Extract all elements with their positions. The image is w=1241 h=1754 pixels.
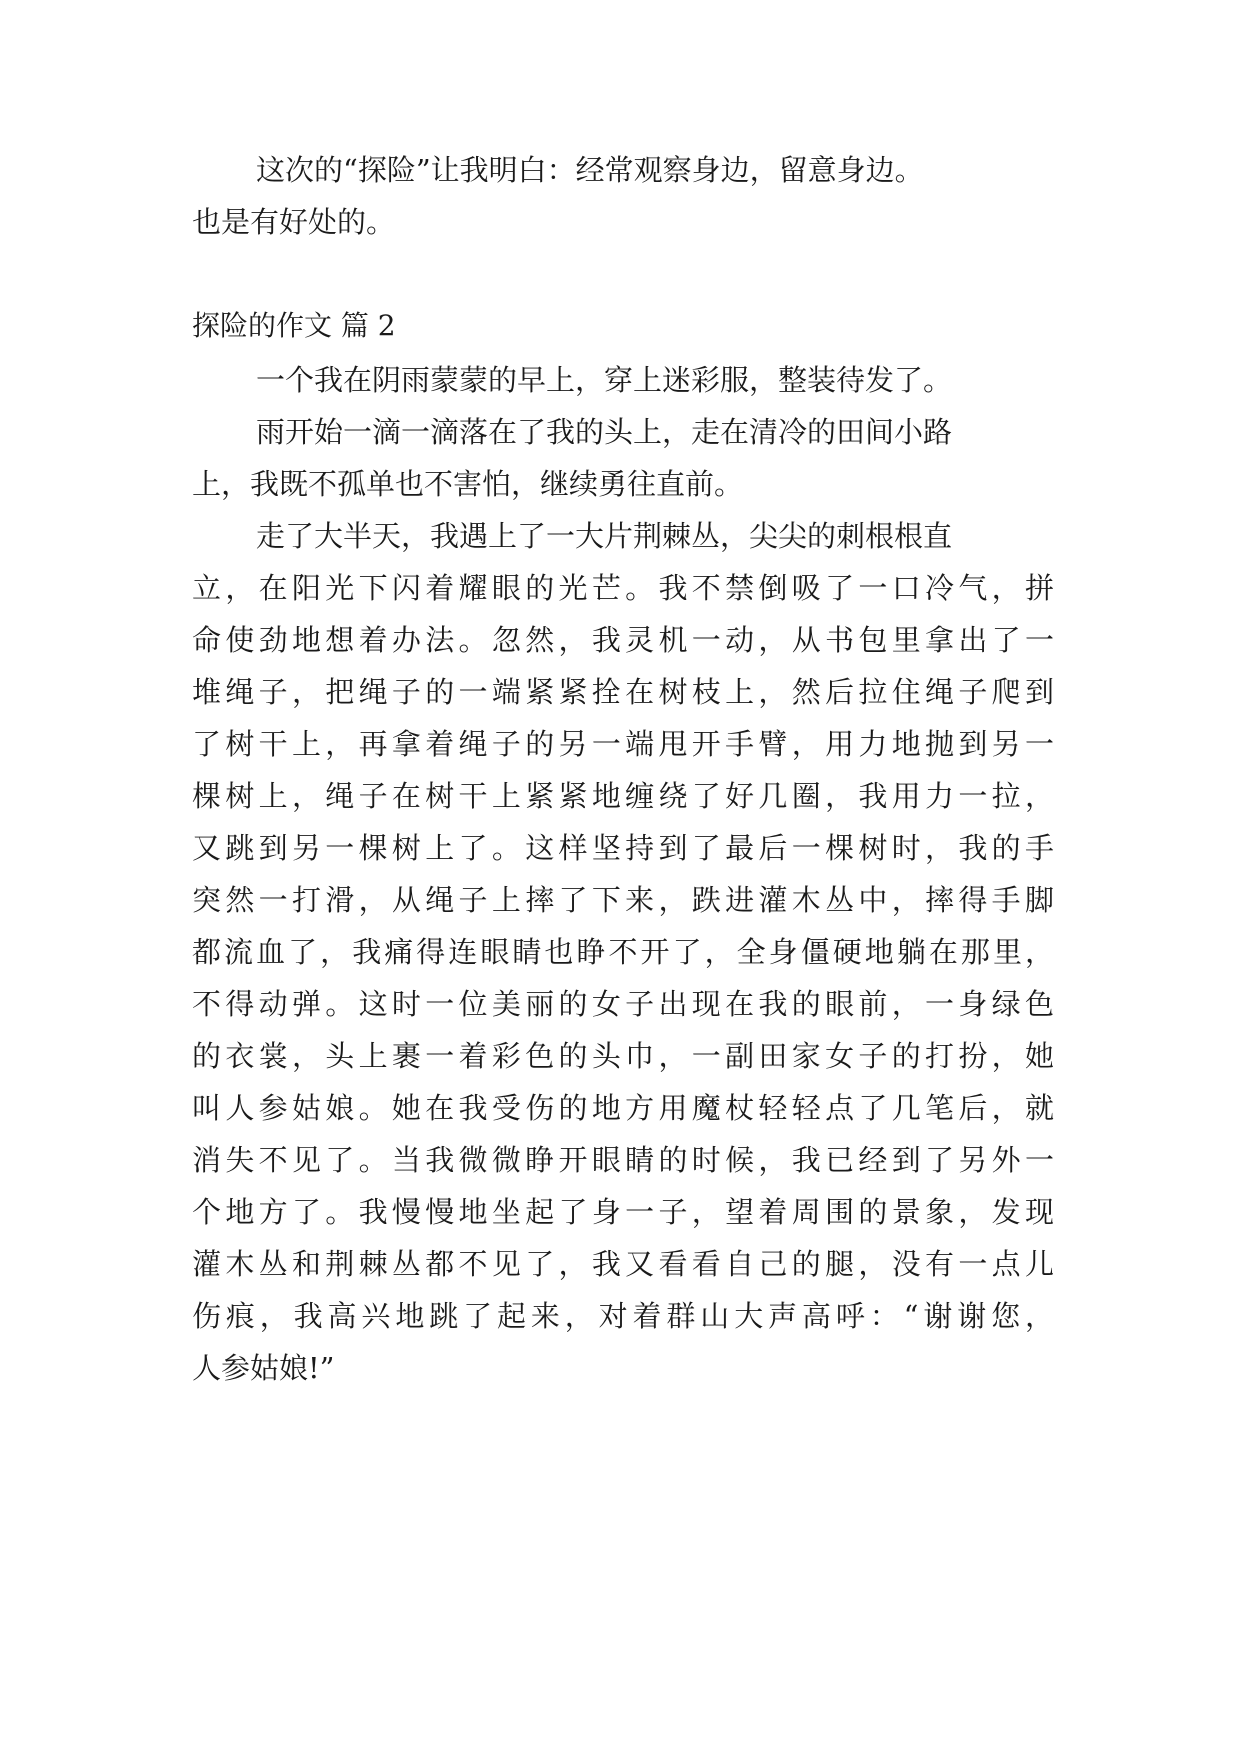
paragraph-line: 个地方了。我慢慢地坐起了身一子，望着周围的景象，发现 xyxy=(192,1195,1054,1229)
paragraph-line: 立，在阳光下闪着耀眼的光芒。我不禁倒吸了一口冷气，拼 xyxy=(192,571,1054,605)
paragraph-line: 堆绳子，把绳子的一端紧紧拴在树枝上，然后拉住绳子爬到 xyxy=(192,675,1054,709)
paragraph-line: 了树干上，再拿着绳子的另一端甩开手臂，用力地抛到另一 xyxy=(192,727,1054,761)
paragraph-line: 雨开始一滴一滴落在了我的头上，走在清冷的田间小路 xyxy=(256,415,953,449)
paragraph-line: 这次的“探险”让我明白：经常观察身边，留意身边。 xyxy=(256,153,924,187)
paragraph-line: 不得动弹。这时一位美丽的女子出现在我的眼前，一身绿色 xyxy=(192,987,1054,1021)
paragraph-line: 一个我在阴雨蒙蒙的早上，穿上迷彩服，整装待发了。 xyxy=(256,363,953,397)
paragraph-line: 叫人参姑娘。她在我受伤的地方用魔杖轻轻点了几笔后，就 xyxy=(192,1091,1054,1125)
paragraph-line: 命使劲地想着办法。忽然，我灵机一动，从书包里拿出了一 xyxy=(192,623,1054,657)
paragraph-line: 突然一打滑，从绳子上摔了下来，跌进灌木丛中，摔得手脚 xyxy=(192,883,1054,917)
paragraph-line: 又跳到另一棵树上了。这样坚持到了最后一棵树时，我的手 xyxy=(192,831,1054,865)
paragraph-line: 消失不见了。当我微微睁开眼睛的时候，我已经到了另外一 xyxy=(192,1143,1054,1177)
paragraph-line: 上，我既不孤单也不害怕，继续勇往直前。 xyxy=(192,467,744,501)
paragraph-line: 棵树上，绳子在树干上紧紧地缠绕了好几圈，我用力一拉， xyxy=(192,779,1054,813)
paragraph-line: 伤痕，我高兴地跳了起来，对着群山大声高呼：“谢谢您， xyxy=(192,1299,1054,1333)
paragraph-line: 人参姑娘!” xyxy=(192,1351,335,1385)
paragraph-line: 灌木丛和荆棘丛都不见了，我又看看自己的腿，没有一点儿 xyxy=(192,1247,1054,1281)
section-heading: 探险的作文 篇 2 xyxy=(192,309,396,342)
paragraph-line: 都流血了，我痛得连眼睛也睁不开了，全身僵硬地躺在那里， xyxy=(192,935,1054,969)
paragraph-line: 走了大半天，我遇上了一大片荆棘丛，尖尖的刺根根直 xyxy=(256,519,953,553)
paragraph-line: 的衣裳，头上裹一着彩色的头巾，一副田家女子的打扮，她 xyxy=(192,1039,1054,1073)
paragraph-line: 也是有好处的。 xyxy=(192,205,396,239)
